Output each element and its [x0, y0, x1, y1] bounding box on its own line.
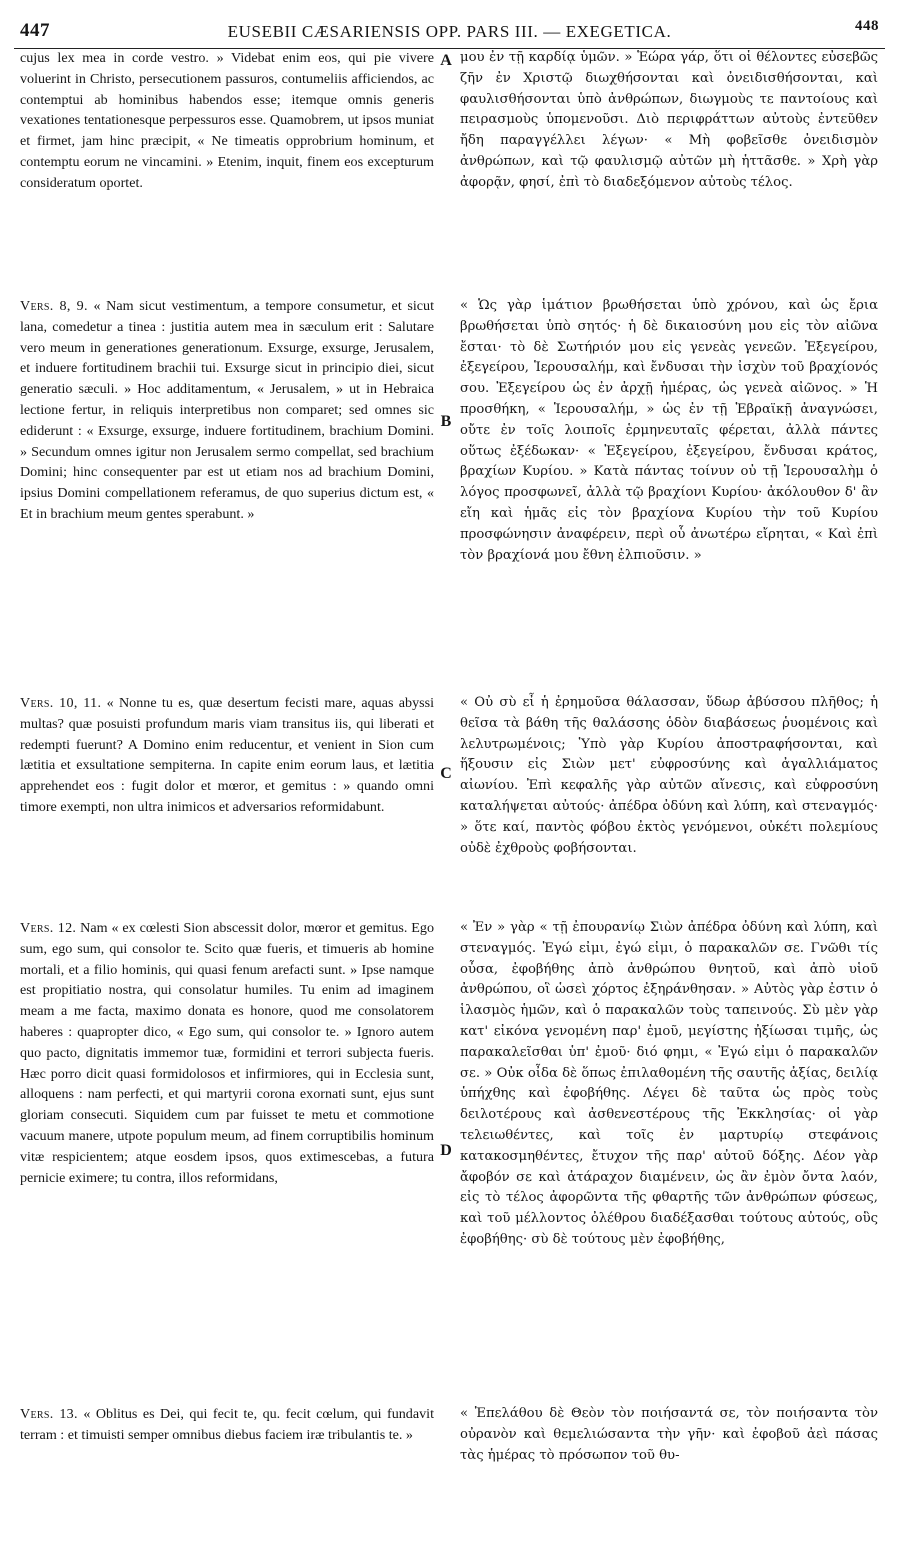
greek-paragraph-2 — [460, 296, 878, 566]
page-number-left: 447 — [20, 20, 50, 41]
page-number-right: 448 — [855, 18, 879, 34]
greek-column — [460, 48, 878, 1561]
greek-text: μου ἐν τῇ καρδίᾳ ὑμῶν. » Ἑώρα γάρ, ὅτι οἱ θέλοντες εὐσεβῶς ζῆν ἐν Χριστῷ διωχθήσονται καὶ ὀνειδισθήσονται, καὶ φαυλισθήσονται ὑπὸ ἀνθρώπων, διωγμοὺς τε παντοίους καὶ πειρασμοὺς ὑπομενοῦσι. Διὸ περιφράττων αὐτοὺς ἐντεῦθεν ἤδη παραγγέλλει λέγων· « Μὴ φοβεῖσθε ὀνειδισμὸν ἀνθρώπων, καὶ τῷ φαυλισμῷ αὐτῶν μὴ ἡττᾶσθε. » Χρὴ γὰρ ἀφορᾷν, φησί, ἐπὶ τὸ διαδεξόμενον αὐτοὺς τέλος. — [460, 50, 878, 190]
latin-paragraph-4 — [20, 918, 434, 1188]
greek-paragraph-4 — [460, 918, 878, 1251]
latin-column — [20, 48, 434, 1561]
latin-paragraph-2 — [20, 296, 434, 525]
latin-text: Nam « ex cœlesti Sion abscessit dolor, mœror et gemitus. Ego sum, ego sum, qui consolor te. Scito quæ fueris, et timueris ab homine mortali, et a filio hominis, qui quasi fenum arefacti sunt. » Ipse namque est propitiatio nostra, qui consolatur humiles. Tu enim ad imaginem meam a me facta, maximo donata es honore, quod me consolatorem haberes : quapropter dico, « Ego sum, qui consolor te. » Ignoro autem quo pacto, dignitatis immemor tuæ, formidini et terrori subjecta fueris. Hæc porro dicit quasi formidolosos et infirmiores, qui in Ecclesia sunt, alloquens : nam perfecti, et qui martyrii corona exornati sunt, ejus sunt gloriam consecuti. Siquidem cum par fuisset te metu et commotione vacuum manere, utpote populum meum, ad finem corruptibilis hominum vitæ respicientem; atque eosdem ipsos, quos extimescebas, a futura pernicie eximere; tu contra, illos reformidans, — [20, 920, 434, 1186]
running-title: EUSEBII CÆSARIENSIS OPP. PARS III. — EXEGETICA. — [227, 22, 672, 41]
verse-label: Vers. 8, 9. — [20, 298, 88, 314]
latin-text: « Nam sicut vestimentum, a tempore consumetur, et sicut lana, comedetur a tinea : justitia autem mea in sæculum erit : Salutare vero meum in generationes generationum. Exsurge, exsurge, Jerusalem, et induere fortitudinem brachii tui. Exsurge sicut in principio diei, sicut generatio sæculi. » Hoc additamentum, « Jerusalem, » ut in Hebraica lectione fertur, in reliquis interpretibus non comparet; sed omnes sic ediderunt : « Exsurge, exsurge, induere fortitudinem, brachium Domini. » Secundum omnes igitur non Jerusalem sermo compellat, sed brachium Domini; hinc consequenter par est ut etiam nos ad brachium Domini, ipsius Domini compellationem referamus, de quo superius dictum est, « Et in brachium meum gentes sperabunt. » — [20, 298, 434, 522]
latin-text: « Oblitus es Dei, qui fecit te, qu. fecit cœlum, qui fundavit terram : et timuisti semper omnibus diebus faciem iræ tribulantis te. » — [20, 1406, 434, 1443]
margin-letter-a: A — [440, 52, 452, 69]
greek-text: « Οὐ σὺ εἶ ἡ ἐρημοῦσα θάλασσαν, ὕδωρ ἀβύσσου πλῆθος; ἡ θεῖσα τὰ βάθη τῆς θαλάσσης ὁδὸν διαβάσεως ῥυομένοις καὶ λελυτρωμένοις; Ὑπὸ γὰρ Κυρίου ἀποστραφήσονται, καὶ ἥξουσιν εἰς Σιὼν μετ' εὐφροσύνης καὶ ἀγαλλιάματος αἰωνίου. Ἐπὶ κεφαλῆς γὰρ αὐτῶν αἴνεσις, καὶ εὐφροσύνη καταλήψεται αὐτούς· ἀπέδρα ὀδύνη καὶ λύπη, καὶ στεναγμός· » ὅτε καί, παντὸς φόβου ἐκτὸς γενόμενοι, οὐκέτι πολεμίους οὐδὲ ἐχθροὺς φοβήσονται. — [460, 695, 878, 856]
greek-text: « Ὡς γὰρ ἱμάτιον βρωθήσεται ὑπὸ χρόνου, καὶ ὡς ἔρια βρωθήσεται ὑπὸ σητός· ἡ δὲ δικαιοσύνη μου εἰς τὸν αἰῶνα ἔσται· τὸ δὲ Σωτήριόν μου εἰς γενεὰς γενεῶν. Ἐξεγείρου, ἐξεγείρου, Ἱερουσαλήμ, καὶ ἔνδυσαι τὴν ἰσχὺν τοῦ βραχίονός σου. Ἐξεγείρου ὡς ἐν ἀρχῇ ἡμέρας, ὡς γενεὰ αἰῶνος. » Ἡ προσθήκη, « Ἱερουσαλήμ, » ὡς ἐν τῇ Ἑβραϊκῇ ἀναγνώσει, οὔτε ἐν τοῖς λοιποῖς ἑρμηνευταῖς φέρεται, ἀλλὰ πάντες οὕτως ἐξέδωκαν· « Ἐξεγείρου, ἐξεγείρου, ἔνδυσαι κράτος, βραχίων Κυρίου. » Κατὰ πάντας τοίνυν οὐ τῇ Ἱερουσαλὴμ ὁ λόγος προσφωνεῖ, ἀλλὰ τῷ βραχίονι Κυρίου· ἀκόλουθον δ' ἂν εἴη καὶ ἡμᾶς εἰς τὸν βραχίονα Κυρίου τὴν τοῦ Κυρίου προσφώνησιν ἀναφέρειν, περὶ οὗ ἀνωτέρω εἴρηται, « Καὶ ἐπὶ τὸν βραχίονά μου ἔθνη ἐλπιοῦσιν. » — [460, 298, 878, 563]
greek-paragraph-3 — [460, 693, 878, 859]
greek-text: « Ἐν » γὰρ « τῇ ἐπουρανίῳ Σιὼν ἀπέδρα ὀδύνη καὶ λύπη, καὶ στεναγμός. Ἐγώ εἰμι, ἐγώ εἰμι, ὁ παρακαλῶν σε. Γνῶθι τίς οὖσα, ἐφοβήθης ἀπὸ ἀνθρώπου θνητοῦ, καὶ ἀπὸ υἱοῦ ἀνθρώπου, οἳ ὡσεὶ χόρτος ἐξηράνθησαν. » Αὐτὸς γὰρ ἐστιν ὁ ἱλασμὸς ἡμῶν, καὶ ὁ παρακαλῶν τοὺς ταπεινούς. Σὺ μὲν γὰρ κατ' εἰκόνα γενομένη παρ' ἐμοῦ, μεγίστης ἠξίωσαι τιμῆς, ὡς παρακαλεῖσθαι ὑπ' ἐμοῦ· διό φημι, « Ἐγώ εἰμι ὁ παρακαλῶν σε. » Οὐκ οἶδα δὲ ὅπως ἐπιλαθομένη τῆς σαυτῆς ἀξίας, δειλίᾳ ὑπήχθης καὶ ἐφοβήθης. Λέγει δὲ ταῦτα ὡς πρὸς τοὺς δειλοτέρους καὶ ἀσθενεστέρους τῆς Ἐκκλησίας· οἱ γὰρ τελειωθέντες, καὶ τοῖς ἐν μαρτυρίῳ στεφάνοις κατακοσμηθέντες, ἔτυχον τῆς παρ' αὐτοῦ δόξης. Δέον γὰρ ἄφοβόν σε καὶ ἀτάραχον διαμένειν, ὡς ἂν ἐμὸν ὄντα λαόν, εἰς τὸ τέλος ἀφορῶντα τῆς φθαρτῆς τῶν ἀνθρώπων φύσεως, καὶ τοῦ μέλλοντος ὀλέθρου διαδέξασθαι τούτους αὐτούς, οὓς ἐφοβήθης· σὺ δὲ τούτους μὲν ἐφοβήθης, — [460, 920, 878, 1247]
margin-letter-d: D — [440, 1142, 452, 1159]
verse-label: Vers. 13. — [20, 1406, 78, 1422]
greek-text: « Ἐπελάθου δὲ Θεὸν τὸν ποιήσαντά σε, τὸν ποιήσαντα τὸν οὐρανὸν καὶ θεμελιώσαντα τὴν γῆν· καὶ ἐφοβοῦ ἀεὶ πάσας τὰς ἡμέρας τὸ πρόσωπον τοῦ θυ- — [460, 1406, 878, 1463]
verse-label: Vers. 10, 11. — [20, 695, 102, 711]
greek-paragraph-5 — [460, 1404, 878, 1466]
latin-text: « Nonne tu es, quæ desertum fecisti mare, aquas abyssi multas? quæ posuisti profundum maris viam transitus iis, qui liberati et redempti fuerunt? A Domino enim reducentur, et venient in Sion cum lætitia et exsultatione sempiterna. In capite enim eorum laus, et lætitia apprehendet eos : fugit dolor et mœror, et gemitus : » quando omni timore exempti, non ultra inimicos et adversarios reformidabunt. — [20, 695, 435, 815]
greek-paragraph-1 — [460, 48, 878, 194]
latin-paragraph-5 — [20, 1404, 434, 1446]
running-header — [14, 10, 885, 49]
margin-letter-b: B — [440, 413, 452, 430]
latin-text: cujus lex mea in corde vestro. » Videbat enim eos, qui pie vivere voluerint in Christo, persecutionem passuros, contumeliis afficiendos, ac contemptui ab hominibus habendos esse; itemque omnis generis vexationes tentationesque perpessuros esse. Quamobrem, ut ipsos muniat et firmet, jam hinc præcipit, « Ne timeatis opprobrium hominum, et contemptu eorum ne vincamini. » Etenim, inquit, finem eos excepturum consideratum oportet. — [20, 50, 434, 191]
latin-paragraph-1 — [20, 48, 434, 194]
margin-letter-c: C — [440, 765, 452, 782]
verse-label: Vers. 12. — [20, 920, 77, 936]
latin-paragraph-3 — [20, 693, 434, 818]
